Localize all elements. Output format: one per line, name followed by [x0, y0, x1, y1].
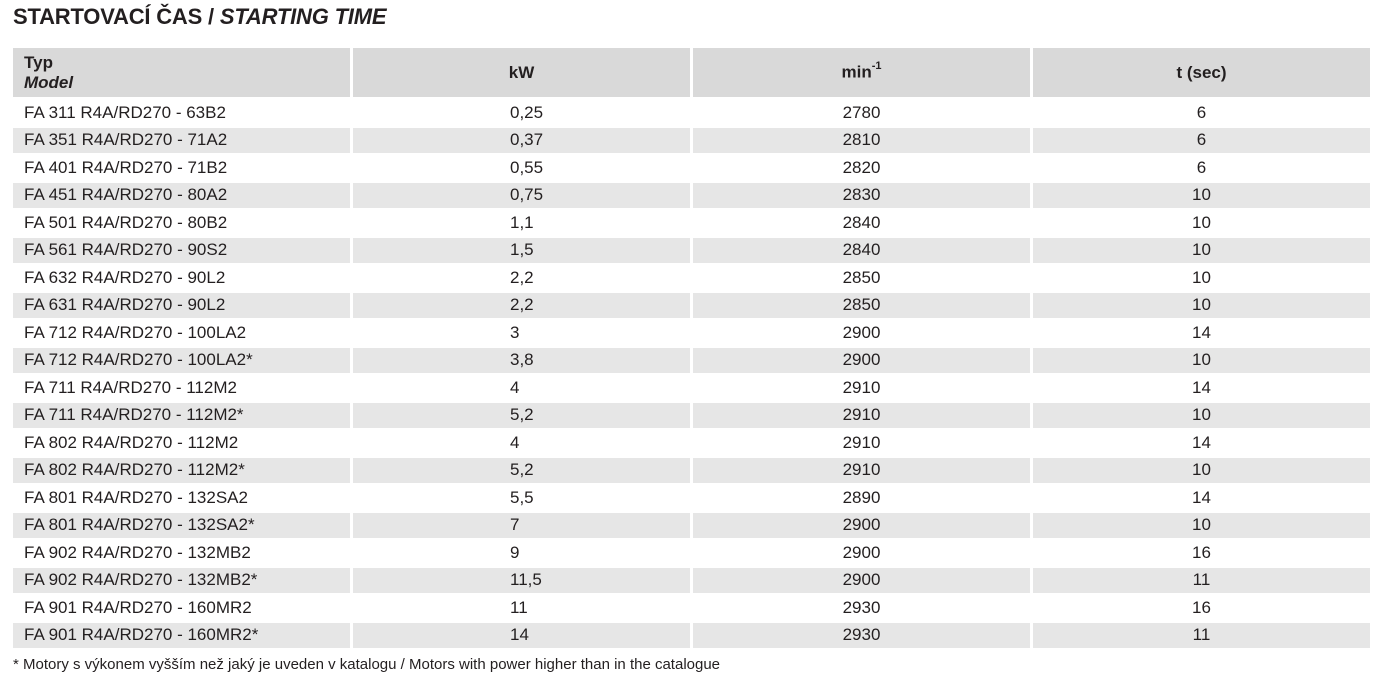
model-cell: FA 631 R4A/RD270 - 90L2 — [13, 293, 350, 321]
table-row — [13, 568, 1370, 596]
table-row — [13, 623, 1370, 651]
kw-cell: 3 — [353, 320, 690, 348]
time-cell: 10 — [1033, 293, 1370, 321]
time-cell: 16 — [1033, 595, 1370, 623]
model-cell: FA 802 R4A/RD270 - 112M2* — [13, 458, 350, 486]
kw-cell: 5,2 — [353, 458, 690, 486]
kw-cell: 1,5 — [353, 238, 690, 266]
rpm-cell: 2910 — [693, 430, 1030, 458]
table-row — [13, 348, 1370, 376]
time-cell: 14 — [1033, 485, 1370, 513]
table-row — [13, 100, 1370, 128]
rpm-header-base: min — [841, 62, 872, 82]
kw-cell: 4 — [353, 375, 690, 403]
kw-cell: 1,1 — [353, 210, 690, 238]
kw-cell: 0,75 — [353, 183, 690, 211]
kw-cell: 14 — [353, 623, 690, 651]
table-row — [13, 293, 1370, 321]
rpm-cell: 2830 — [693, 183, 1030, 211]
rpm-cell: 2930 — [693, 595, 1030, 623]
model-cell: FA 401 R4A/RD270 - 71B2 — [13, 155, 350, 183]
rpm-cell: 2900 — [693, 540, 1030, 568]
rpm-cell: 2810 — [693, 128, 1030, 156]
rpm-column-header — [693, 48, 1030, 100]
title-english: STARTING TIME — [219, 4, 387, 29]
time-cell: 10 — [1033, 183, 1370, 211]
kw-cell: 2,2 — [353, 265, 690, 293]
model-cell: FA 711 R4A/RD270 - 112M2* — [13, 403, 350, 431]
rpm-cell: 2850 — [693, 265, 1030, 293]
rpm-cell: 2840 — [693, 238, 1030, 266]
kw-cell: 11 — [353, 595, 690, 623]
kw-cell: 5,2 — [353, 403, 690, 431]
title-czech: STARTOVACÍ ČAS / — [13, 4, 220, 29]
kw-cell: 0,25 — [353, 100, 690, 128]
kw-cell: 2,2 — [353, 293, 690, 321]
model-cell: FA 632 R4A/RD270 - 90L2 — [13, 265, 350, 293]
rpm-cell: 2910 — [693, 375, 1030, 403]
time-cell: 16 — [1033, 540, 1370, 568]
kw-cell: 4 — [353, 430, 690, 458]
time-cell: 10 — [1033, 210, 1370, 238]
time-cell: 10 — [1033, 238, 1370, 266]
time-cell: 10 — [1033, 265, 1370, 293]
table-row — [13, 375, 1370, 403]
kw-cell: 5,5 — [353, 485, 690, 513]
rpm-cell: 2900 — [693, 513, 1030, 541]
table-row — [13, 210, 1370, 238]
model-cell: FA 561 R4A/RD270 - 90S2 — [13, 238, 350, 266]
table-row — [13, 485, 1370, 513]
rpm-cell: 2900 — [693, 320, 1030, 348]
time-cell: 6 — [1033, 128, 1370, 156]
rpm-header-exponent: -1 — [871, 60, 882, 73]
model-cell: FA 311 R4A/RD270 - 63B2 — [13, 100, 350, 128]
kw-cell: 0,37 — [353, 128, 690, 156]
table-row — [13, 155, 1370, 183]
time-cell: 10 — [1033, 403, 1370, 431]
table-row — [13, 540, 1370, 568]
table-row — [13, 238, 1370, 266]
model-cell: FA 802 R4A/RD270 - 112M2 — [13, 430, 350, 458]
model-header-english: Model — [24, 72, 74, 92]
footnote: * Motory s výkonem vyšším než jaký je uveden v katalogu / Motors with power higher than in the catalogue — [13, 656, 721, 673]
time-cell: 10 — [1033, 458, 1370, 486]
time-cell: 6 — [1033, 100, 1370, 128]
rpm-cell: 2840 — [693, 210, 1030, 238]
table-row — [13, 128, 1370, 156]
rpm-cell: 2820 — [693, 155, 1030, 183]
rpm-cell: 2780 — [693, 100, 1030, 128]
time-cell: 6 — [1033, 155, 1370, 183]
rpm-cell: 2850 — [693, 293, 1030, 321]
table-row — [13, 320, 1370, 348]
rpm-cell: 2890 — [693, 485, 1030, 513]
table-row — [13, 513, 1370, 541]
model-cell: FA 451 R4A/RD270 - 80A2 — [13, 183, 350, 211]
time-cell: 14 — [1033, 320, 1370, 348]
header-row — [13, 48, 1370, 100]
starting-time-table — [10, 48, 1373, 650]
table-row — [13, 430, 1370, 458]
model-cell: FA 801 R4A/RD270 - 132SA2 — [13, 485, 350, 513]
table-header — [13, 48, 1370, 100]
time-cell: 14 — [1033, 430, 1370, 458]
rpm-cell: 2900 — [693, 568, 1030, 596]
model-cell: FA 351 R4A/RD270 - 71A2 — [13, 128, 350, 156]
kw-column-header: kW — [353, 48, 690, 100]
kw-cell: 11,5 — [353, 568, 690, 596]
rpm-cell: 2930 — [693, 623, 1030, 651]
rpm-cell: 2910 — [693, 403, 1030, 431]
time-cell: 11 — [1033, 568, 1370, 596]
model-cell: FA 902 R4A/RD270 - 132MB2* — [13, 568, 350, 596]
time-column-header: t (sec) — [1033, 48, 1370, 100]
kw-cell: 7 — [353, 513, 690, 541]
model-cell: FA 711 R4A/RD270 - 112M2 — [13, 375, 350, 403]
model-cell: FA 801 R4A/RD270 - 132SA2* — [13, 513, 350, 541]
model-column-header — [13, 48, 350, 100]
kw-cell: 0,55 — [353, 155, 690, 183]
time-cell: 14 — [1033, 375, 1370, 403]
table-body — [13, 100, 1370, 650]
time-cell: 10 — [1033, 348, 1370, 376]
model-cell: FA 901 R4A/RD270 - 160MR2* — [13, 623, 350, 651]
time-cell: 10 — [1033, 513, 1370, 541]
time-cell: 11 — [1033, 623, 1370, 651]
table-row — [13, 458, 1370, 486]
model-cell: FA 712 R4A/RD270 - 100LA2* — [13, 348, 350, 376]
model-header-czech: Typ — [24, 52, 53, 72]
model-cell: FA 901 R4A/RD270 - 160MR2 — [13, 595, 350, 623]
table-row — [13, 403, 1370, 431]
kw-cell: 9 — [353, 540, 690, 568]
rpm-cell: 2900 — [693, 348, 1030, 376]
table-row — [13, 265, 1370, 293]
rpm-cell: 2910 — [693, 458, 1030, 486]
table-row — [13, 183, 1370, 211]
model-cell: FA 501 R4A/RD270 - 80B2 — [13, 210, 350, 238]
page-title — [13, 4, 386, 30]
model-cell: FA 902 R4A/RD270 - 132MB2 — [13, 540, 350, 568]
model-cell: FA 712 R4A/RD270 - 100LA2 — [13, 320, 350, 348]
table-row — [13, 595, 1370, 623]
kw-cell: 3,8 — [353, 348, 690, 376]
